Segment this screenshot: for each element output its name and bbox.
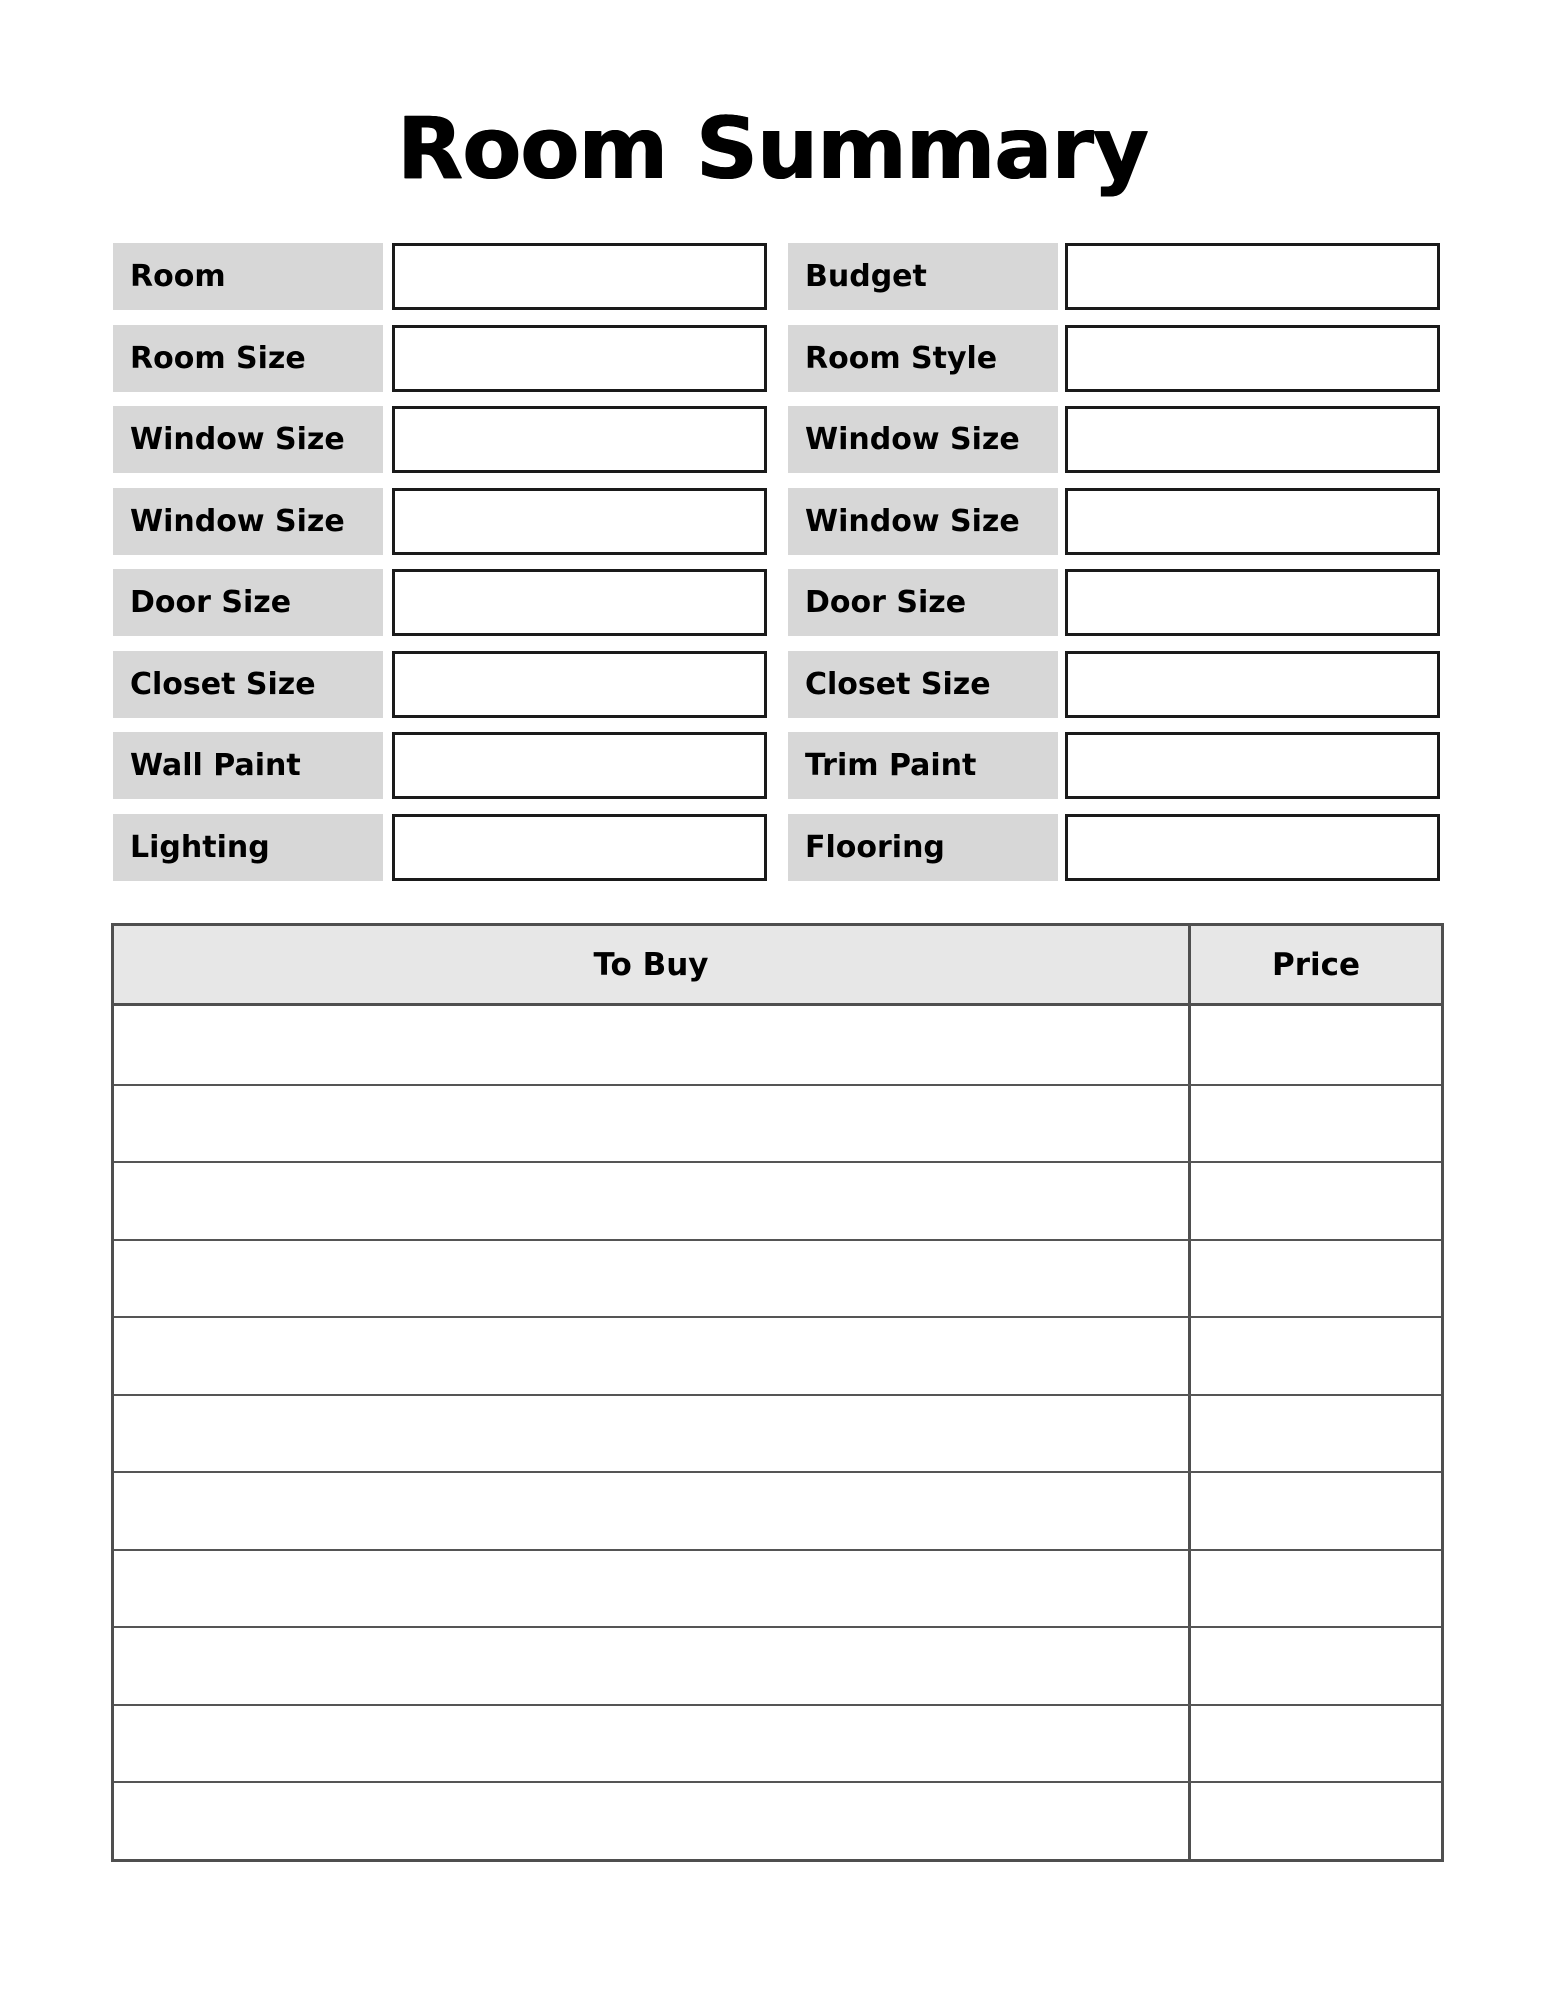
form-row [113, 651, 1443, 718]
to-buy-cell[interactable] [114, 1628, 1191, 1704]
to-buy-cell[interactable] [114, 1241, 1191, 1317]
price-header: Price [1271, 946, 1361, 983]
input-window-size-4[interactable] [1065, 488, 1440, 555]
label-wall-paint: Wall Paint [113, 732, 383, 799]
to-buy-cell[interactable] [114, 1318, 1191, 1394]
label-closet-size-2: Closet Size [788, 651, 1058, 718]
to-buy-cell[interactable] [114, 1086, 1191, 1162]
to-buy-cell[interactable] [114, 1706, 1191, 1782]
table-row [114, 1239, 1441, 1317]
input-closet-size-1[interactable] [392, 651, 767, 718]
input-flooring[interactable] [1065, 814, 1440, 881]
label-window-size-1: Window Size [113, 406, 383, 473]
label-window-size-4: Window Size [788, 488, 1058, 555]
to-buy-cell[interactable] [114, 1006, 1191, 1084]
room-details-form [113, 243, 1443, 895]
to-buy-table-header [114, 926, 1441, 1006]
table-row [114, 1006, 1441, 1084]
to-buy-cell[interactable] [114, 1551, 1191, 1627]
table-row [114, 1394, 1441, 1472]
label-room-size: Room Size [113, 325, 383, 392]
label-flooring: Flooring [788, 814, 1058, 881]
form-row [113, 488, 1443, 555]
input-window-size-1[interactable] [392, 406, 767, 473]
table-row [114, 1781, 1441, 1859]
form-row [113, 569, 1443, 636]
table-row [114, 1704, 1441, 1782]
to-buy-table [111, 923, 1444, 1862]
to-buy-cell[interactable] [114, 1783, 1191, 1859]
price-cell[interactable] [1191, 1783, 1441, 1859]
price-cell[interactable] [1191, 1086, 1441, 1162]
label-door-size-2: Door Size [788, 569, 1058, 636]
input-room[interactable] [392, 243, 767, 310]
to-buy-cell[interactable] [114, 1163, 1191, 1239]
price-cell[interactable] [1191, 1551, 1441, 1627]
form-row [113, 814, 1443, 881]
input-room-size[interactable] [392, 325, 767, 392]
table-row [114, 1471, 1441, 1549]
input-lighting[interactable] [392, 814, 767, 881]
input-budget[interactable] [1065, 243, 1440, 310]
price-cell[interactable] [1191, 1396, 1441, 1472]
price-cell[interactable] [1191, 1006, 1441, 1084]
price-cell[interactable] [1191, 1628, 1441, 1704]
label-lighting: Lighting [113, 814, 383, 881]
to-buy-table-body [114, 1006, 1441, 1859]
input-window-size-2[interactable] [1065, 406, 1440, 473]
form-row [113, 243, 1443, 310]
label-window-size-2: Window Size [788, 406, 1058, 473]
to-buy-cell[interactable] [114, 1473, 1191, 1549]
table-row [114, 1316, 1441, 1394]
table-row [114, 1161, 1441, 1239]
input-wall-paint[interactable] [392, 732, 767, 799]
label-budget: Budget [788, 243, 1058, 310]
input-door-size-2[interactable] [1065, 569, 1440, 636]
form-row [113, 325, 1443, 392]
price-cell[interactable] [1191, 1318, 1441, 1394]
table-row [114, 1549, 1441, 1627]
price-cell[interactable] [1191, 1241, 1441, 1317]
label-window-size-3: Window Size [113, 488, 383, 555]
to-buy-header: To Buy [114, 926, 1191, 1003]
label-door-size-1: Door Size [113, 569, 383, 636]
table-row [114, 1626, 1441, 1704]
label-trim-paint: Trim Paint [788, 732, 1058, 799]
price-cell[interactable] [1191, 1706, 1441, 1782]
input-window-size-3[interactable] [392, 488, 767, 555]
input-room-style[interactable] [1065, 325, 1440, 392]
price-cell[interactable] [1191, 1473, 1441, 1549]
to-buy-cell[interactable] [114, 1396, 1191, 1472]
label-room-style: Room Style [788, 325, 1058, 392]
table-row [114, 1084, 1441, 1162]
price-cell[interactable] [1191, 1163, 1441, 1239]
label-closet-size-1: Closet Size [113, 651, 383, 718]
form-row [113, 732, 1443, 799]
page-title: Room Summary [397, 99, 1148, 199]
input-trim-paint[interactable] [1065, 732, 1440, 799]
input-door-size-1[interactable] [392, 569, 767, 636]
form-row [113, 406, 1443, 473]
input-closet-size-2[interactable] [1065, 651, 1440, 718]
label-room: Room [113, 243, 383, 310]
